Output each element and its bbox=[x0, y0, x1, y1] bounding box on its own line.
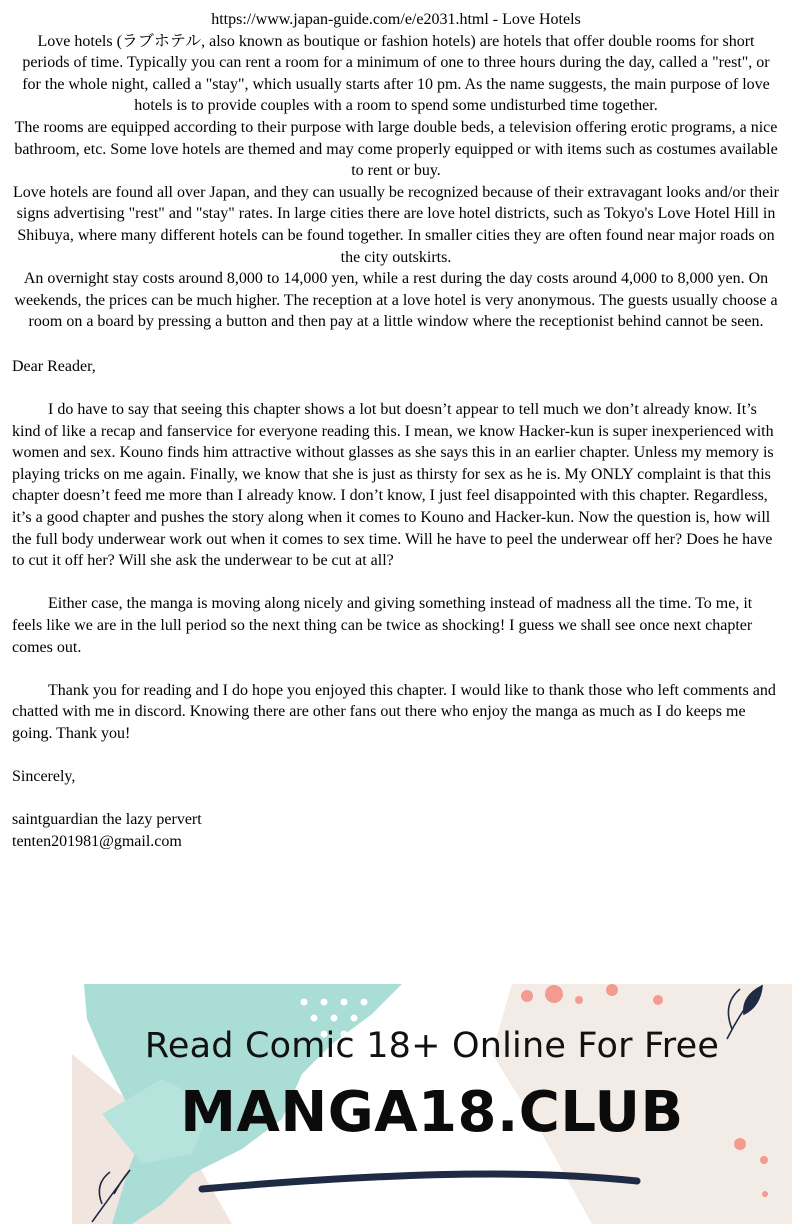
letter-paragraph: Either case, the manga is moving along nicely and giving something instead of madness all the time. To me, it feels like we are in the lull period so the next thing can be twice as shocking! I guess we shall see once next chapter comes out. bbox=[12, 595, 753, 656]
letter-paragraph: I do have to say that seeing this chapter shows a lot but doesn’t appear to tell much we don’t already know. It’s kind of like a recap and fanservice for everyone reading this. I mean, we know Hacker-kun is super inexperienced with women and sex. Kouno finds him attractive without glasses as she says this in an earlier chapter. Unless my memory is playing tricks on me again. Finally, we know that she is just as thirsty for sex as he is. My ONLY complaint is that this chapter doesn’t feed me more than I already know. I don’t know, I just feel disappointed with this chapter. Regardless, it’s a good chapter and pushes the story along when it comes to Kouno and Hacker-kun. Now the question is, how will the full body underwear work out when it comes to sex time. Will he have to peel the underwear off her? Does he have to cut it off her? Will she ask the underwear to be cut at all? bbox=[12, 401, 774, 570]
info-paragraph: An overnight stay costs around 8,000 to 14,000 yen, while a rest during the day costs around 4,000 to 8,000 yen. On weekends, the prices can be much higher. The reception at a love hotel is very anonymous. The guests usually choose a room on a board by pressing a button and then pay at a little window where the receptionist behind cannot be seen. bbox=[14, 270, 778, 331]
info-section bbox=[12, 9, 780, 333]
promo-banner[interactable] bbox=[72, 984, 792, 1224]
info-paragraph: The rooms are equipped according to their purpose with large double beds, a television offering erotic programs, a nice bathroom, etc. Some love hotels are themed and may come properly equipped or with items such as costumes available to rent or buy. bbox=[14, 118, 778, 180]
source-line bbox=[12, 9, 780, 31]
source-url[interactable]: https://www.japan-guide.com/e/e2031.html bbox=[211, 11, 489, 28]
info-paragraph: Love hotels (ラブホテル, also known as boutique or fashion hotels) are hotels that offer double rooms for short periods of time. Typically you can rent a room for a minimum of one to three hours during the day, called a "rest", or for the whole night, called a "stay", which usually starts after 10 pm. As the name suggests, the main purpose of love hotels is to provide couples with a room to spend some undisturbed time together. bbox=[22, 32, 770, 115]
source-separator: - bbox=[488, 11, 503, 28]
signature-name: saintguardian the lazy pervert bbox=[12, 811, 202, 829]
source-title: Love Hotels bbox=[502, 11, 581, 28]
letter-closing: Sincerely, bbox=[12, 768, 76, 786]
banner-site-name[interactable]: MANGA18.CLUB bbox=[180, 1080, 684, 1145]
document-body bbox=[12, 9, 780, 853]
letter-greeting: Dear Reader, bbox=[12, 357, 96, 375]
signature-email[interactable]: tenten201981@gmail.com bbox=[12, 832, 182, 850]
translator-letter bbox=[12, 356, 780, 853]
banner-tagline: Read Comic 18+ Online For Free bbox=[144, 1026, 720, 1066]
info-paragraph: Love hotels are found all over Japan, and they can usually be recognized because of their extravagant looks and/or their signs advertising "rest" and "stay" rates. In large cities there are love hotel districts, such as Tokyo's Love Hotel Hill in Shibuya, where many different hotels can be found together. In smaller cities they are often found near major roads on the city outskirts. bbox=[13, 183, 779, 266]
letter-paragraph: Thank you for reading and I do hope you enjoyed this chapter. I would like to thank those who left comments and chatted with me in discord. Knowing there are other fans out there who enjoy the manga as much as I do keeps me going. Thank you! bbox=[12, 681, 776, 742]
